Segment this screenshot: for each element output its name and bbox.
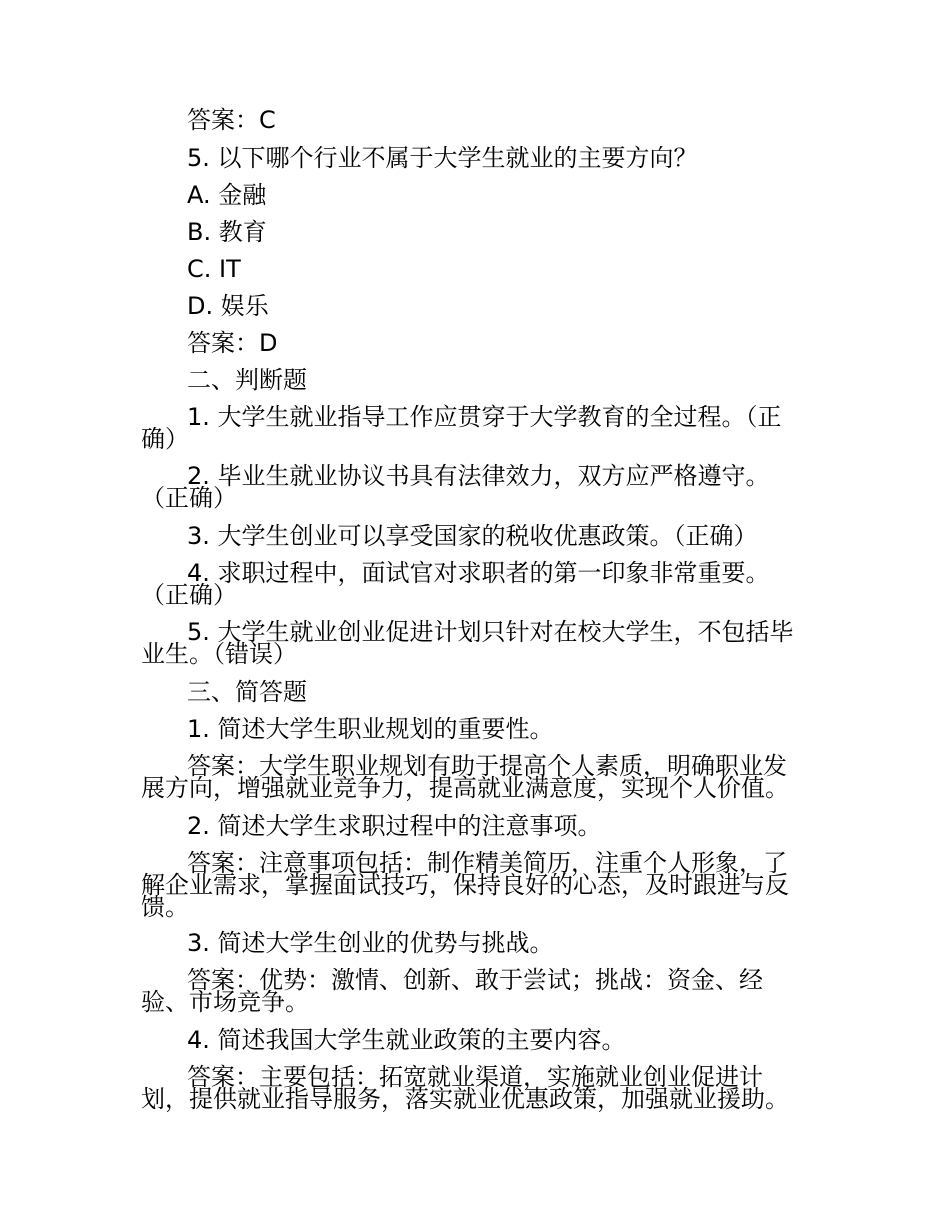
question-line: 1. 简述大学生职业规划的重要性。 [187, 715, 554, 743]
answer-line: 答案：优势：激情、创新、敢于尝试；挑战：资金、经 [187, 966, 763, 994]
section-heading: 二、判断题 [187, 366, 307, 394]
judgment-item-continued: 确） [141, 425, 189, 453]
answer-line-continued: 解企业需求，掌握面试技巧，保持良好的心态，及时跟进与反 [141, 871, 789, 899]
answer-line: 答案：注意事项包括：制作精美简历，注重个人形象，了 [187, 849, 787, 877]
answer-line: 答案：大学生职业规划有助于提高个人素质，明确职业发 [187, 752, 787, 780]
judgment-item: 3. 大学生创业可以享受国家的税收优惠政策。（正确） [187, 522, 758, 550]
answer-line-continued: 馈。 [141, 893, 189, 921]
question-line: 3. 简述大学生创业的优势与挑战。 [187, 929, 554, 957]
judgment-item: 4. 求职过程中，面试官对求职者的第一印象非常重要。 [187, 559, 770, 587]
question-line: 5. 以下哪个行业不属于大学生就业的主要方向？ [187, 144, 698, 172]
answer-line: 答案：主要包括：拓宽就业渠道，实施就业创业促进计 [187, 1063, 763, 1091]
judgment-item: 2. 毕业生就业协议书具有法律效力，双方应严格遵守。 [187, 462, 770, 490]
option-line: A. 金融 [187, 181, 267, 209]
judgment-item: 5. 大学生就业创业促进计划只针对在校大学生，不包括毕 [187, 618, 794, 646]
answer-line-continued: 展方向，增强就业竞争力，提高就业满意度，实现个人价值。 [141, 774, 789, 802]
judgment-item: 1. 大学生就业指导工作应贯穿于大学教育的全过程。（正 [187, 403, 782, 431]
answer-line-continued: 划，提供就业指导服务，落实就业优惠政策，加强就业援助。 [141, 1085, 789, 1113]
section-heading: 三、简答题 [187, 678, 307, 706]
judgment-item-continued: （正确） [141, 484, 237, 512]
answer-line: 答案：D [187, 329, 278, 357]
option-line: C. IT [187, 255, 241, 283]
judgment-item-continued: 业生。（错误） [141, 640, 297, 668]
judgment-item-continued: （正确） [141, 581, 237, 609]
answer-line: 答案：C [187, 106, 276, 134]
answer-line-continued: 验、市场竞争。 [141, 988, 309, 1016]
question-line: 4. 简述我国大学生就业政策的主要内容。 [187, 1026, 626, 1054]
question-line: 2. 简述大学生求职过程中的注意事项。 [187, 812, 602, 840]
option-line: D. 娱乐 [187, 292, 269, 320]
option-line: B. 教育 [187, 218, 267, 246]
